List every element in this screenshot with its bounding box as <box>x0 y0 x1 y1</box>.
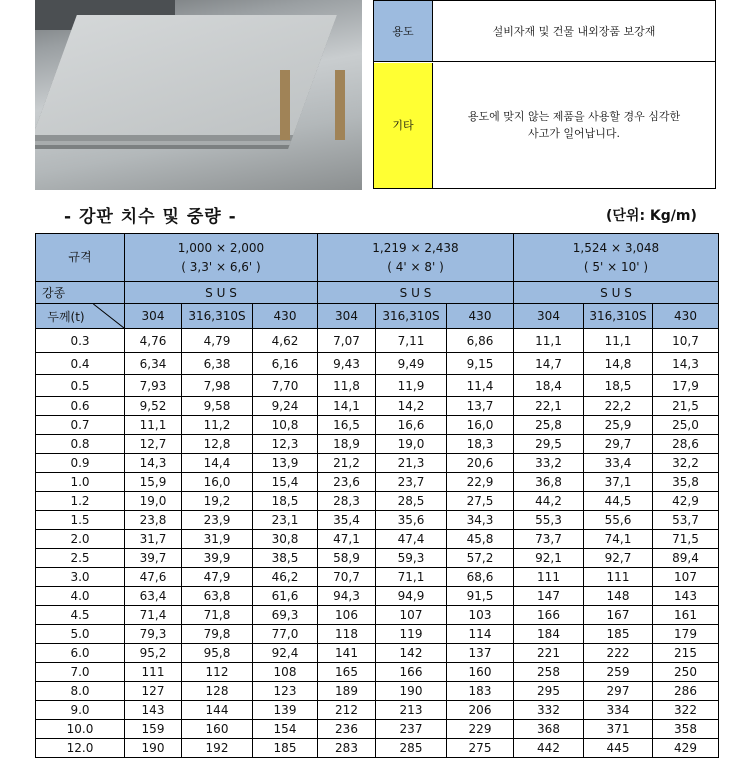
weight-cell: 9,52 <box>125 397 182 416</box>
weight-cell: 221 <box>514 644 584 663</box>
weight-cell: 28,5 <box>376 492 447 511</box>
weight-cell: 14,4 <box>182 454 253 473</box>
table-body <box>36 329 719 758</box>
weight-cell: 206 <box>447 701 514 720</box>
weight-cell: 229 <box>447 720 514 739</box>
grade-430: 430 <box>653 304 719 329</box>
size-metric: 1,524 × 3,048 <box>572 240 660 255</box>
size-header <box>514 234 719 282</box>
weight-cell: 25,9 <box>584 416 653 435</box>
table-row <box>36 644 719 663</box>
weight-cell: 68,6 <box>447 568 514 587</box>
weight-cell: 33,4 <box>584 454 653 473</box>
weight-cell: 18,3 <box>447 435 514 454</box>
weight-cell: 442 <box>514 739 584 758</box>
weight-cell: 47,6 <box>125 568 182 587</box>
unit-label: (단위: Kg/m) <box>606 208 697 224</box>
weight-cell: 25,0 <box>653 416 719 435</box>
thickness-cell: 10.0 <box>36 720 125 739</box>
thickness-cell: 0.6 <box>36 397 125 416</box>
weight-cell: 4,62 <box>253 329 318 353</box>
weight-cell: 22,2 <box>584 397 653 416</box>
table-row <box>36 663 719 682</box>
weight-cell: 30,8 <box>253 530 318 549</box>
weight-cell: 9,58 <box>182 397 253 416</box>
weight-cell: 9,24 <box>253 397 318 416</box>
weight-cell: 25,8 <box>514 416 584 435</box>
weight-cell: 7,98 <box>182 375 253 397</box>
weight-cell: 112 <box>182 663 253 682</box>
weight-cell: 22,9 <box>447 473 514 492</box>
weight-cell: 13,9 <box>253 454 318 473</box>
thickness-cell: 6.0 <box>36 644 125 663</box>
weight-cell: 27,5 <box>447 492 514 511</box>
weight-cell: 14,7 <box>514 353 584 375</box>
weight-cell: 16,6 <box>376 416 447 435</box>
thickness-cell: 9.0 <box>36 701 125 720</box>
weight-cell: 127 <box>125 682 182 701</box>
weight-cell: 183 <box>447 682 514 701</box>
thickness-cell: 12.0 <box>36 739 125 758</box>
weight-cell: 11,1 <box>584 329 653 353</box>
weight-cell: 11,2 <box>182 416 253 435</box>
weight-cell: 19,0 <box>376 435 447 454</box>
table-row <box>36 353 719 375</box>
weight-cell: 34,3 <box>447 511 514 530</box>
table-row <box>36 701 719 720</box>
weight-cell: 59,3 <box>376 549 447 568</box>
weight-cell: 38,5 <box>253 549 318 568</box>
thickness-cell: 1.5 <box>36 511 125 530</box>
thickness-cell: 2.0 <box>36 530 125 549</box>
weight-cell: 63,8 <box>182 587 253 606</box>
grade-430: 430 <box>253 304 318 329</box>
weight-cell: 189 <box>318 682 376 701</box>
weight-cell: 4,76 <box>125 329 182 353</box>
weight-cell: 6,34 <box>125 353 182 375</box>
weight-cell: 285 <box>376 739 447 758</box>
weight-cell: 47,9 <box>182 568 253 587</box>
info-box <box>373 0 716 189</box>
weight-cell: 192 <box>182 739 253 758</box>
weight-cell: 77,0 <box>253 625 318 644</box>
weight-cell: 143 <box>653 587 719 606</box>
weight-cell: 166 <box>376 663 447 682</box>
weight-cell: 11,9 <box>376 375 447 397</box>
table-row <box>36 492 719 511</box>
weight-cell: 4,79 <box>182 329 253 353</box>
weight-cell: 16,0 <box>182 473 253 492</box>
thickness-cell: 2.5 <box>36 549 125 568</box>
steel-sheet-photo <box>35 0 362 190</box>
weight-cell: 167 <box>584 606 653 625</box>
weight-cell: 160 <box>447 663 514 682</box>
weight-cell: 358 <box>653 720 719 739</box>
weight-cell: 160 <box>182 720 253 739</box>
table-row <box>36 375 719 397</box>
grade-430: 430 <box>447 304 514 329</box>
size-imperial: ( 4' × 8' ) <box>387 259 444 274</box>
weight-cell: 332 <box>514 701 584 720</box>
table-row <box>36 329 719 353</box>
weight-cell: 35,8 <box>653 473 719 492</box>
thickness-cell: 1.2 <box>36 492 125 511</box>
weight-cell: 23,8 <box>125 511 182 530</box>
weight-cell: 7,93 <box>125 375 182 397</box>
size-header <box>125 234 318 282</box>
weight-cell: 61,6 <box>253 587 318 606</box>
weight-cell: 15,4 <box>253 473 318 492</box>
weight-cell: 16,0 <box>447 416 514 435</box>
weight-cell: 212 <box>318 701 376 720</box>
weight-cell: 108 <box>253 663 318 682</box>
weight-cell: 53,7 <box>653 511 719 530</box>
thickness-cell: 0.5 <box>36 375 125 397</box>
weight-cell: 14,2 <box>376 397 447 416</box>
weight-cell: 57,2 <box>447 549 514 568</box>
table-row <box>36 397 719 416</box>
weight-cell: 103 <box>447 606 514 625</box>
table-row <box>36 530 719 549</box>
weight-cell: 18,5 <box>584 375 653 397</box>
weight-cell: 73,7 <box>514 530 584 549</box>
weight-cell: 21,3 <box>376 454 447 473</box>
weight-cell: 23,1 <box>253 511 318 530</box>
grade-row <box>36 304 719 329</box>
usage-value: 설비자재 및 건물 내외장품 보강재 <box>492 24 656 38</box>
weight-cell: 19,0 <box>125 492 182 511</box>
weight-cell: 295 <box>514 682 584 701</box>
weight-cell: 71,5 <box>653 530 719 549</box>
weight-cell: 107 <box>653 568 719 587</box>
table-row <box>36 587 719 606</box>
table-row <box>36 568 719 587</box>
weight-cell: 114 <box>447 625 514 644</box>
weight-cell: 71,8 <box>182 606 253 625</box>
weight-cell: 79,3 <box>125 625 182 644</box>
weight-cell: 29,5 <box>514 435 584 454</box>
thickness-cell: 4.5 <box>36 606 125 625</box>
weight-cell: 12,3 <box>253 435 318 454</box>
weight-cell: 7,07 <box>318 329 376 353</box>
weight-cell: 106 <box>318 606 376 625</box>
weight-cell: 20,6 <box>447 454 514 473</box>
weight-cell: 185 <box>253 739 318 758</box>
weight-cell: 184 <box>514 625 584 644</box>
thickness-cell: 1.0 <box>36 473 125 492</box>
weight-cell: 37,1 <box>584 473 653 492</box>
weight-cell: 165 <box>318 663 376 682</box>
weight-cell: 39,9 <box>182 549 253 568</box>
size-metric: 1,000 × 2,000 <box>177 240 265 255</box>
spec-label: 규격 <box>36 234 125 282</box>
weight-cell: 71,4 <box>125 606 182 625</box>
weight-cell: 144 <box>182 701 253 720</box>
grade-304: 304 <box>125 304 182 329</box>
weight-cell: 215 <box>653 644 719 663</box>
grade-316: 316,310S <box>376 304 447 329</box>
weight-cell: 92,7 <box>584 549 653 568</box>
weight-cell: 47,1 <box>318 530 376 549</box>
grade-label: 강종 <box>36 282 125 304</box>
weight-cell: 237 <box>376 720 447 739</box>
grade-316: 316,310S <box>584 304 653 329</box>
table-row <box>36 454 719 473</box>
other-value-line1: 용도에 맞지 않는 제품을 사용할 경우 심각한 <box>467 110 681 123</box>
grade-304: 304 <box>318 304 376 329</box>
table-row <box>36 682 719 701</box>
weight-cell: 94,9 <box>376 587 447 606</box>
thickness-cell: 0.9 <box>36 454 125 473</box>
weight-cell: 22,1 <box>514 397 584 416</box>
weight-cell: 14,3 <box>125 454 182 473</box>
table-row <box>36 720 719 739</box>
weight-cell: 35,4 <box>318 511 376 530</box>
weight-cell: 371 <box>584 720 653 739</box>
size-metric: 1,219 × 2,438 <box>372 240 459 255</box>
weight-cell: 429 <box>653 739 719 758</box>
weight-cell: 148 <box>584 587 653 606</box>
thickness-cell: 4.0 <box>36 587 125 606</box>
weight-cell: 9,43 <box>318 353 376 375</box>
size-header <box>318 234 514 282</box>
weight-cell: 63,4 <box>125 587 182 606</box>
table-row <box>36 625 719 644</box>
weight-cell: 45,8 <box>447 530 514 549</box>
weight-cell: 47,4 <box>376 530 447 549</box>
weight-cell: 190 <box>125 739 182 758</box>
weight-cell: 79,8 <box>182 625 253 644</box>
weight-cell: 17,9 <box>653 375 719 397</box>
weight-cell: 322 <box>653 701 719 720</box>
material-label: S U S <box>514 282 719 304</box>
weight-cell: 9,49 <box>376 353 447 375</box>
weight-cell: 213 <box>376 701 447 720</box>
weight-cell: 23,6 <box>318 473 376 492</box>
weight-cell: 147 <box>514 587 584 606</box>
size-header-row <box>36 234 719 282</box>
weight-cell: 14,8 <box>584 353 653 375</box>
weight-cell: 58,9 <box>318 549 376 568</box>
weight-cell: 6,16 <box>253 353 318 375</box>
weight-cell: 18,9 <box>318 435 376 454</box>
weight-cell: 10,8 <box>253 416 318 435</box>
weight-cell: 368 <box>514 720 584 739</box>
table-row <box>36 739 719 758</box>
weight-cell: 21,2 <box>318 454 376 473</box>
thickness-cell: 7.0 <box>36 663 125 682</box>
weight-cell: 74,1 <box>584 530 653 549</box>
thickness-label: 두께(t) <box>47 309 85 324</box>
weight-cell: 44,5 <box>584 492 653 511</box>
weight-cell: 107 <box>376 606 447 625</box>
weight-cell: 28,6 <box>653 435 719 454</box>
weight-cell: 7,11 <box>376 329 447 353</box>
usage-label: 용도 <box>374 1 433 61</box>
weight-cell: 23,7 <box>376 473 447 492</box>
weight-cell: 6,86 <box>447 329 514 353</box>
weight-cell: 11,1 <box>514 329 584 353</box>
weight-cell: 69,3 <box>253 606 318 625</box>
weight-cell: 142 <box>376 644 447 663</box>
weight-cell: 222 <box>584 644 653 663</box>
weight-cell: 161 <box>653 606 719 625</box>
weight-cell: 13,7 <box>447 397 514 416</box>
weight-cell: 185 <box>584 625 653 644</box>
weight-table <box>35 233 719 758</box>
weight-cell: 166 <box>514 606 584 625</box>
weight-cell: 55,6 <box>584 511 653 530</box>
weight-cell: 71,1 <box>376 568 447 587</box>
material-label: S U S <box>125 282 318 304</box>
weight-cell: 70,7 <box>318 568 376 587</box>
weight-cell: 141 <box>318 644 376 663</box>
weight-cell: 179 <box>653 625 719 644</box>
weight-cell: 11,4 <box>447 375 514 397</box>
weight-cell: 92,4 <box>253 644 318 663</box>
weight-cell: 111 <box>125 663 182 682</box>
weight-cell: 11,8 <box>318 375 376 397</box>
weight-cell: 33,2 <box>514 454 584 473</box>
weight-cell: 123 <box>253 682 318 701</box>
weight-cell: 94,3 <box>318 587 376 606</box>
material-label: S U S <box>318 282 514 304</box>
size-imperial: ( 3,3' × 6,6' ) <box>181 259 261 274</box>
weight-cell: 32,2 <box>653 454 719 473</box>
weight-cell: 143 <box>125 701 182 720</box>
weight-cell: 154 <box>253 720 318 739</box>
weight-cell: 95,2 <box>125 644 182 663</box>
weight-cell: 283 <box>318 739 376 758</box>
table-row <box>36 435 719 454</box>
other-label: 기타 <box>374 63 433 188</box>
weight-cell: 18,4 <box>514 375 584 397</box>
weight-cell: 46,2 <box>253 568 318 587</box>
weight-cell: 159 <box>125 720 182 739</box>
weight-cell: 55,3 <box>514 511 584 530</box>
thickness-cell: 0.3 <box>36 329 125 353</box>
weight-cell: 139 <box>253 701 318 720</box>
weight-cell: 334 <box>584 701 653 720</box>
weight-cell: 92,1 <box>514 549 584 568</box>
weight-cell: 15,9 <box>125 473 182 492</box>
weight-cell: 31,9 <box>182 530 253 549</box>
weight-cell: 14,3 <box>653 353 719 375</box>
weight-cell: 29,7 <box>584 435 653 454</box>
weight-cell: 111 <box>514 568 584 587</box>
thickness-header <box>36 304 125 329</box>
thickness-cell: 5.0 <box>36 625 125 644</box>
section-title: - 강판 치수 및 중량 - <box>64 207 237 227</box>
material-row <box>36 282 719 304</box>
table-row <box>36 473 719 492</box>
weight-cell: 31,7 <box>125 530 182 549</box>
weight-cell: 9,15 <box>447 353 514 375</box>
weight-cell: 21,5 <box>653 397 719 416</box>
weight-cell: 36,8 <box>514 473 584 492</box>
weight-cell: 42,9 <box>653 492 719 511</box>
weight-cell: 39,7 <box>125 549 182 568</box>
grade-316: 316,310S <box>182 304 253 329</box>
weight-cell: 35,6 <box>376 511 447 530</box>
weight-cell: 11,1 <box>125 416 182 435</box>
weight-cell: 95,8 <box>182 644 253 663</box>
weight-cell: 12,7 <box>125 435 182 454</box>
weight-cell: 250 <box>653 663 719 682</box>
thickness-cell: 3.0 <box>36 568 125 587</box>
weight-cell: 258 <box>514 663 584 682</box>
other-value <box>433 63 715 188</box>
weight-cell: 236 <box>318 720 376 739</box>
size-imperial: ( 5' × 10' ) <box>583 259 649 274</box>
weight-cell: 297 <box>584 682 653 701</box>
weight-cell: 190 <box>376 682 447 701</box>
weight-cell: 44,2 <box>514 492 584 511</box>
grade-304: 304 <box>514 304 584 329</box>
weight-cell: 111 <box>584 568 653 587</box>
weight-cell: 18,5 <box>253 492 318 511</box>
weight-cell: 12,8 <box>182 435 253 454</box>
table-row <box>36 549 719 568</box>
weight-cell: 7,70 <box>253 375 318 397</box>
weight-cell: 10,7 <box>653 329 719 353</box>
thickness-cell: 0.8 <box>36 435 125 454</box>
weight-cell: 137 <box>447 644 514 663</box>
weight-cell: 16,5 <box>318 416 376 435</box>
weight-cell: 23,9 <box>182 511 253 530</box>
other-value-line2: 사고가 일어납니다. <box>527 127 620 140</box>
weight-cell: 19,2 <box>182 492 253 511</box>
weight-cell: 119 <box>376 625 447 644</box>
weight-cell: 259 <box>584 663 653 682</box>
thickness-cell: 8.0 <box>36 682 125 701</box>
weight-cell: 28,3 <box>318 492 376 511</box>
weight-cell: 275 <box>447 739 514 758</box>
table-row <box>36 606 719 625</box>
weight-cell: 445 <box>584 739 653 758</box>
weight-cell: 118 <box>318 625 376 644</box>
weight-cell: 14,1 <box>318 397 376 416</box>
weight-cell: 6,38 <box>182 353 253 375</box>
weight-cell: 91,5 <box>447 587 514 606</box>
thickness-cell: 0.7 <box>36 416 125 435</box>
weight-cell: 286 <box>653 682 719 701</box>
weight-cell: 128 <box>182 682 253 701</box>
table-row <box>36 511 719 530</box>
weight-cell: 89,4 <box>653 549 719 568</box>
table-row <box>36 416 719 435</box>
thickness-cell: 0.4 <box>36 353 125 375</box>
